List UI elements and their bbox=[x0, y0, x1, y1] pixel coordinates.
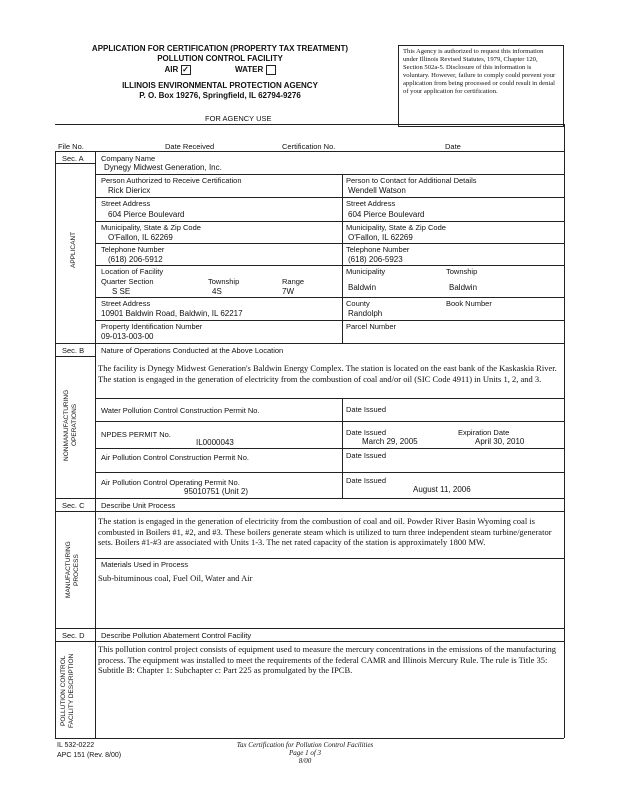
air-label: AIR bbox=[164, 65, 179, 75]
footer-date: 8/00 bbox=[298, 757, 312, 765]
street-label-left: Street Address bbox=[101, 199, 151, 208]
township2-value: Baldwin bbox=[449, 283, 478, 292]
range-label: Range bbox=[282, 277, 305, 286]
air-operating-value: 95010751 (Unit 2) bbox=[184, 487, 249, 496]
book-number-label: Book Number bbox=[446, 299, 492, 308]
sec-b-tag: Sec. B bbox=[62, 346, 85, 355]
npdes-value: IL0000043 bbox=[196, 438, 234, 447]
muni-value-left: O'Fallon, IL 62269 bbox=[108, 233, 173, 242]
materials-text: Sub-bituminous coal, Fuel Oil, Water and Air bbox=[98, 573, 253, 583]
pin-label: Property Identification Number bbox=[101, 322, 203, 331]
privacy-notice bbox=[398, 45, 564, 127]
sec-c-side-label: MANUFACTURING PROCESS bbox=[65, 541, 80, 599]
water-label: WATER bbox=[234, 65, 264, 75]
describe-abatement-label: Describe Pollution Abatement Control Facility bbox=[101, 631, 252, 640]
sec-d-tag: Sec. D bbox=[62, 631, 85, 640]
agency-name: ILLINOIS ENVIRONMENTAL PROTECTION AGENCY bbox=[122, 81, 318, 91]
county-label: County bbox=[346, 299, 370, 308]
phone-label-right: Telephone Number bbox=[346, 245, 410, 254]
muni-label-right: Municipality, State & Zip Code bbox=[346, 223, 446, 232]
air-construction-label: Air Pollution Control Construction Permit No. bbox=[101, 453, 249, 462]
street-value-left: 604 Pierce Boulevard bbox=[108, 210, 185, 219]
expiration-value: April 30, 2010 bbox=[475, 437, 525, 446]
title-line-2: POLLUTION CONTROL FACILITY bbox=[157, 54, 283, 63]
quarter-value: S SE bbox=[112, 287, 131, 296]
date-received-label: Date Received bbox=[165, 142, 215, 151]
municipality-value: Baldwin bbox=[348, 283, 377, 292]
certification-no-label: Certification No. bbox=[282, 142, 336, 151]
form-code-1: IL 532-0222 bbox=[57, 742, 95, 749]
nature-text: The facility is Dynegy Midwest Generation's Baldwin Energy Complex. The station is located on the east bank of the Kaskaskia River. The station is engaged in the generation of electricity from the combustion of coal and/or oil (SIC Code 4911) in Units 1, 2, and 3. bbox=[98, 363, 557, 384]
title-line-1: APPLICATION FOR CERTIFICATION (PROPERTY TAX TREATMENT) bbox=[91, 44, 349, 53]
phone-value-right: (618) 206-5923 bbox=[348, 255, 403, 264]
footer-line-1: Tax Certification for Pollution Control Facilities bbox=[236, 741, 374, 749]
muni-label-left: Municipality, State & Zip Code bbox=[101, 223, 201, 232]
person-receive-value: Rick Diericx bbox=[108, 186, 151, 195]
street-value-right: 604 Pierce Boulevard bbox=[348, 210, 425, 219]
date-issued-1-label: Date Issued bbox=[346, 405, 387, 414]
file-no-label: File No. bbox=[58, 142, 84, 151]
parcel-number-label: Parcel Number bbox=[346, 322, 397, 331]
fac-street-label: Street Address bbox=[101, 299, 151, 308]
nature-label: Nature of Operations Conducted at the Above Location bbox=[101, 346, 284, 355]
footer-page: Page 1 of 3 bbox=[288, 749, 322, 757]
county-value: Randolph bbox=[348, 309, 383, 318]
form-code-2: APC 151 (Rev. 8/00) bbox=[57, 752, 122, 759]
pin-value: 09-013-003-00 bbox=[101, 332, 154, 341]
muni-value-right: O'Fallon, IL 62269 bbox=[348, 233, 413, 242]
sec-d-side-label: POLLUTION CONTROL FACILITY DESCRIPTION bbox=[60, 653, 75, 729]
range-value: 7W bbox=[282, 287, 294, 296]
water-permit-label: Water Pollution Control Construction Permit No. bbox=[101, 406, 260, 415]
location-label: Location of Facility bbox=[101, 267, 164, 276]
sec-a-side-label: APPLICANT bbox=[70, 231, 77, 269]
sec-b-side-label: NONMANUFACTURING OPERATIONS bbox=[63, 389, 78, 461]
date-issued-3-label: Date Issued bbox=[346, 451, 387, 460]
air-operating-date-value: August 11, 2006 bbox=[413, 485, 471, 494]
npdes-date-value: March 29, 2005 bbox=[362, 437, 418, 446]
fac-street-value: 10901 Baldwin Road, Baldwin, IL 62217 bbox=[101, 309, 243, 318]
company-name-value: Dynegy Midwest Generation, Inc. bbox=[104, 163, 222, 172]
materials-label: Materials Used in Process bbox=[101, 560, 189, 569]
township-value: 4S bbox=[212, 287, 222, 296]
agency-use-title: FOR AGENCY USE bbox=[205, 114, 272, 123]
phone-label-left: Telephone Number bbox=[101, 245, 165, 254]
company-name-label: Company Name bbox=[101, 154, 156, 163]
township-label: Township bbox=[208, 277, 240, 286]
street-label-right: Street Address bbox=[346, 199, 396, 208]
phone-value-left: (618) 206-5912 bbox=[108, 255, 163, 264]
municipality-label: Municipality bbox=[346, 267, 386, 276]
date-issued-4-label: Date Issued bbox=[346, 476, 387, 485]
person-contact-value: Wendell Watson bbox=[348, 186, 406, 195]
air-checkbox[interactable]: ✓ bbox=[182, 65, 189, 74]
date-issued-2-label: Date Issued bbox=[346, 428, 387, 437]
quarter-label: Quarter Section bbox=[101, 277, 154, 286]
footer-title bbox=[195, 741, 415, 765]
privacy-notice-text: This Agency is authorized to request this information under Illinois Revised Statutes, 1979, Chapter 120, Section 502a-5. Disclosure of this information is voluntary. However, failure to comply could prevent your application from being processed or could result in denial of your application for certification. bbox=[403, 48, 556, 95]
air-operating-label: Air Pollution Control Operating Permit No. bbox=[101, 478, 240, 487]
sec-a-tag: Sec. A bbox=[62, 154, 84, 163]
media-checkboxes bbox=[60, 65, 380, 75]
expiration-label: Expiration Date bbox=[458, 428, 510, 437]
describe-unit-label: Describe Unit Process bbox=[101, 501, 176, 510]
abatement-text: This pollution control project consists of equipment used to measure the mercury concentrations in the emissions of the manufacturing process. The equipment was installed to meet the requirements of the federal CAMR and Illinois Mercury Rule. The rule is Title 35: Subtitle B: Chapter 1: Subchapter c: Part 225 as promulgated by the IPCB. bbox=[98, 644, 556, 675]
process-text: The station is engaged in the generation of electricity from the combustion of coal and oil. Powder River Basin Wyoming coal is combusted in Boilers #1, #2, and #3. These boilers generate steam which is utilized to turn three independent steam turbine/generator sets. Boilers #1-#3 are associated with Units 1-3. The net rated capacity of the station is approximately 1800 MW. bbox=[98, 516, 552, 547]
water-checkbox[interactable] bbox=[266, 65, 276, 75]
npdes-label: NPDES PERMIT No. bbox=[101, 430, 171, 439]
sec-c-tag: Sec. C bbox=[62, 501, 85, 510]
agency-address: P. O. Box 19276, Springfield, IL 62794-9276 bbox=[139, 91, 301, 101]
form-title bbox=[60, 44, 380, 101]
person-receive-label: Person Authorized to Receive Certification bbox=[101, 176, 242, 185]
person-contact-label: Person to Contact for Additional Details bbox=[346, 176, 477, 185]
township2-label: Township bbox=[446, 267, 478, 276]
date-label: Date bbox=[445, 142, 461, 151]
